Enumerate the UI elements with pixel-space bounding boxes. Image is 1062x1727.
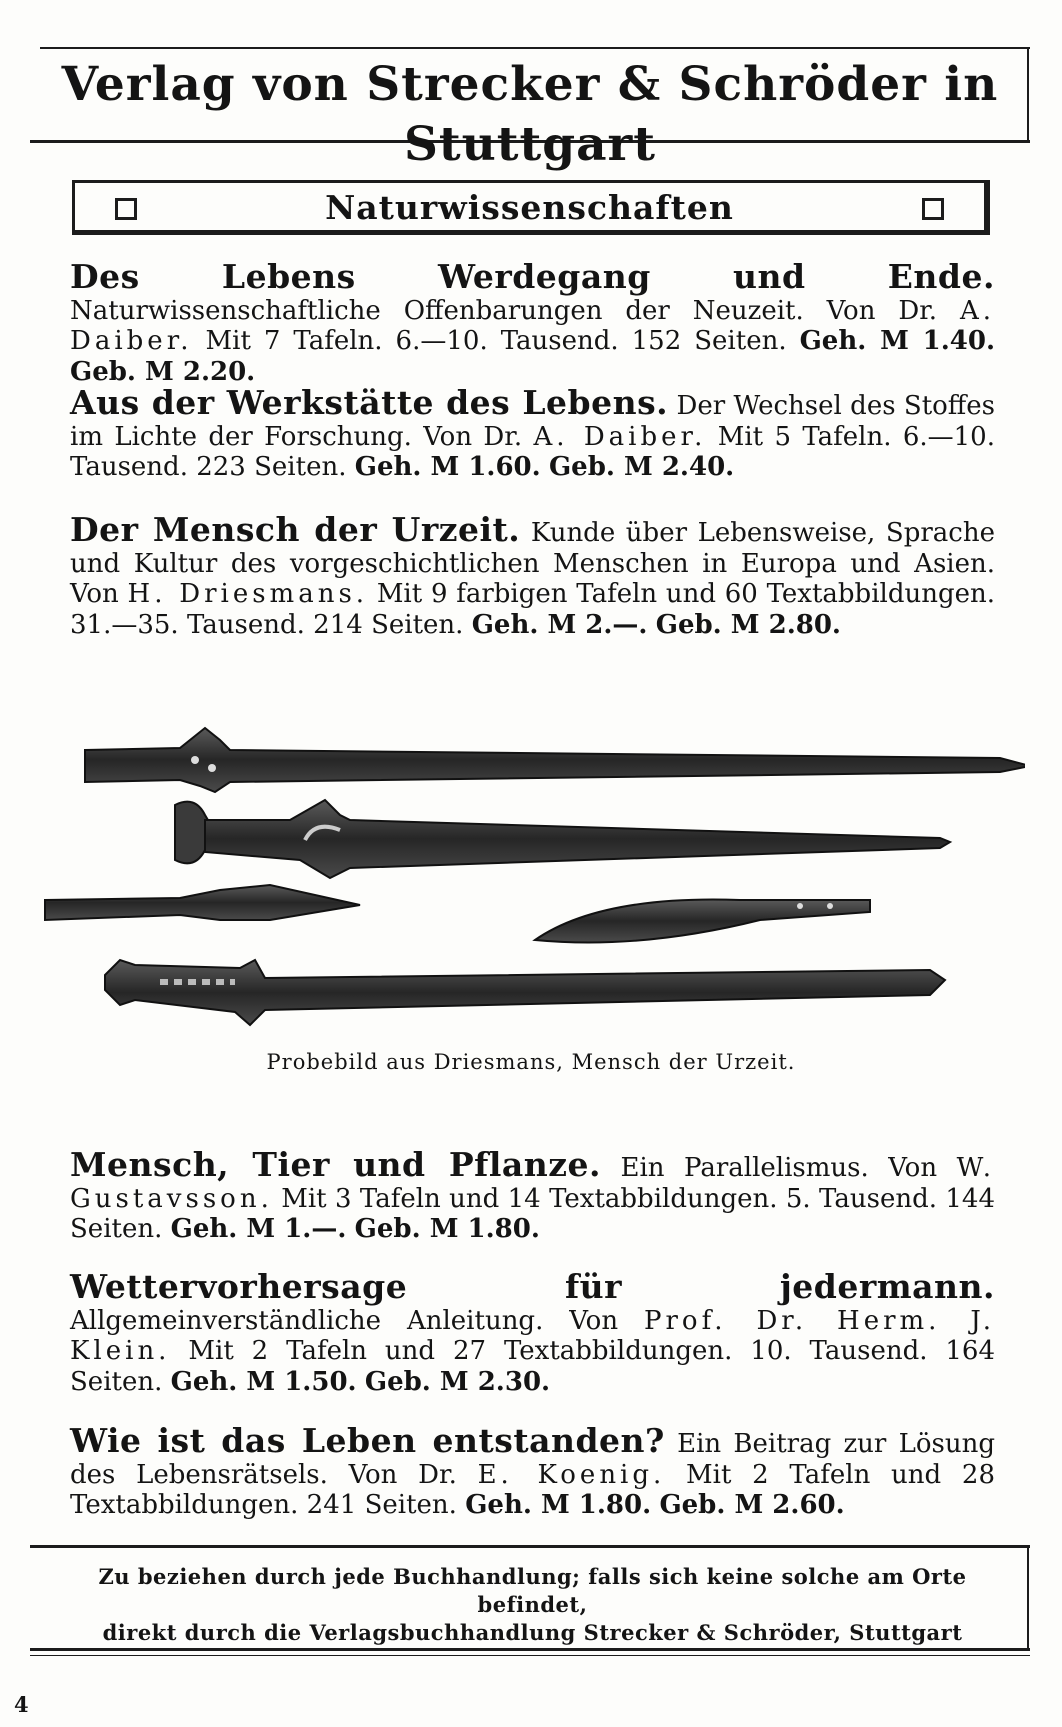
header-right-rule bbox=[1027, 47, 1029, 143]
book-author: Prof. Dr. Herm. J. Klein. bbox=[70, 1305, 996, 1366]
spearhead-right bbox=[535, 900, 870, 943]
book-entry bbox=[70, 1421, 995, 1521]
section-box bbox=[72, 180, 990, 235]
ordering-note-line-2: direkt durch die Verlagsbuchhandlung Strecker & Schröder, Stuttgart bbox=[102, 1620, 963, 1645]
book-title: Wettervorhersage für jedermann. bbox=[70, 1267, 995, 1306]
book-details: Mit 2 Tafeln und 28 Textabbildungen. 241 Seiten. bbox=[70, 1459, 995, 1520]
book-subtitle: Allgemeinverständliche Anleitung. bbox=[70, 1305, 544, 1336]
book-title: Wie ist das Leben entstanden? bbox=[70, 1421, 665, 1460]
ordering-note-line-1: Zu beziehen durch jede Buchhandlung; falls sich keine solche am Orte befindet, bbox=[98, 1564, 967, 1617]
spearhead-left bbox=[45, 885, 360, 920]
price-gebunden: Geb. M 1.80. bbox=[354, 1214, 540, 1244]
book-details: Mit 9 farbigen Tafeln und 60 Textabbildungen. 31.—35. Tausend. 214 Seiten. bbox=[70, 579, 996, 640]
book-entry bbox=[70, 257, 996, 387]
book-author: A. Daiber. bbox=[70, 295, 996, 356]
footer-bottom-rule-thin bbox=[30, 1655, 1030, 1656]
sword-1 bbox=[85, 728, 1025, 792]
book-entry bbox=[70, 383, 995, 483]
top-rule bbox=[40, 47, 1030, 49]
price-gebunden: Geb. M 2.20. bbox=[70, 356, 256, 387]
book-details: Mit 7 Tafeln. 6.—10. Tausend. 152 Seiten. bbox=[205, 326, 787, 356]
price-geheftet: Geh. M 1.60. bbox=[354, 452, 541, 482]
book-title: Mensch, Tier und Pflanze. bbox=[70, 1145, 601, 1184]
author-prefix: Von Dr. bbox=[826, 295, 938, 326]
book-entry bbox=[70, 510, 996, 640]
sword-2 bbox=[175, 800, 950, 878]
author-prefix: Von Dr. bbox=[348, 1459, 457, 1490]
price-gebunden: Geb. M 2.40. bbox=[548, 452, 735, 482]
footer-bottom-rule bbox=[30, 1648, 1030, 1651]
author-prefix: Von bbox=[70, 579, 119, 609]
price-geheftet: Geh. M 1.80. bbox=[465, 1490, 652, 1520]
section-title: Naturwissenschaften bbox=[325, 188, 734, 227]
book-title: Der Mensch der Urzeit. bbox=[70, 510, 521, 549]
book-details: Mit 5 Tafeln. 6.—10. Tausend. 223 Seiten. bbox=[70, 421, 995, 482]
book-details: Mit 2 Tafeln und 27 Textabbildungen. 10. Tausend. 164 Seiten. bbox=[70, 1336, 996, 1397]
book-title: Des Lebens Werdegang und Ende. bbox=[70, 257, 995, 296]
book-details: Mit 3 Tafeln und 14 Textabbildungen. 5. Tausend. 144 Seiten. bbox=[70, 1183, 995, 1244]
book-author: A. Daiber. bbox=[533, 421, 707, 452]
price-geheftet: Geh. M 2.—. bbox=[471, 609, 648, 640]
footer-right-rule bbox=[1027, 1545, 1029, 1650]
book-author: W. Gustavsson. bbox=[70, 1153, 996, 1214]
author-prefix: Von Dr. bbox=[423, 421, 523, 452]
book-entry bbox=[70, 1267, 996, 1397]
square-ornament-right bbox=[922, 198, 944, 220]
book-subtitle: Ein Beitrag zur Lösung des Lebensrätsels. bbox=[70, 1429, 995, 1490]
book-subtitle: Ein Parallelismus. bbox=[620, 1153, 869, 1183]
price-gebunden: Geb. M 2.60. bbox=[659, 1490, 845, 1520]
price-geheftet: Geh. M 1.40. bbox=[799, 326, 995, 356]
bronze-weapons-illustration bbox=[40, 720, 1025, 1030]
price-geheftet: Geh. M 1.—. bbox=[170, 1214, 347, 1244]
price-geheftet: Geh. M 1.50. bbox=[170, 1366, 357, 1397]
book-entry bbox=[70, 1145, 996, 1245]
book-author: H. Driesmans. bbox=[127, 579, 369, 609]
book-subtitle: Naturwissenschaftliche Offenbarungen der Neuzeit. bbox=[70, 295, 804, 326]
price-gebunden: Geb. M 2.30. bbox=[364, 1366, 551, 1397]
footer-top-rule bbox=[30, 1545, 1030, 1548]
publisher-header: Verlag von Strecker & Schröder in Stuttgart bbox=[61, 57, 999, 172]
price-gebunden: Geb. M 2.80. bbox=[655, 609, 841, 640]
page-number: 4 bbox=[14, 1692, 29, 1717]
ordering-note bbox=[40, 1563, 1025, 1647]
sword-3 bbox=[105, 960, 945, 1025]
book-subtitle: Kunde über Lebensweise, Sprache und Kultur des vorgeschichtlichen Menschen in Europa und Asien. bbox=[70, 518, 995, 579]
book-author: E. Koenig. bbox=[477, 1459, 666, 1490]
book-title: Aus der Werkstätte des Lebens. bbox=[70, 383, 669, 422]
author-prefix: Von bbox=[888, 1153, 938, 1183]
book-subtitle: Der Wechsel des Stoffes im Lichte der Forschung. bbox=[70, 391, 995, 452]
author-prefix: Von bbox=[569, 1305, 619, 1336]
illustration-caption: Probebild aus Driesmans, Mensch der Urzeit. bbox=[266, 1050, 796, 1074]
